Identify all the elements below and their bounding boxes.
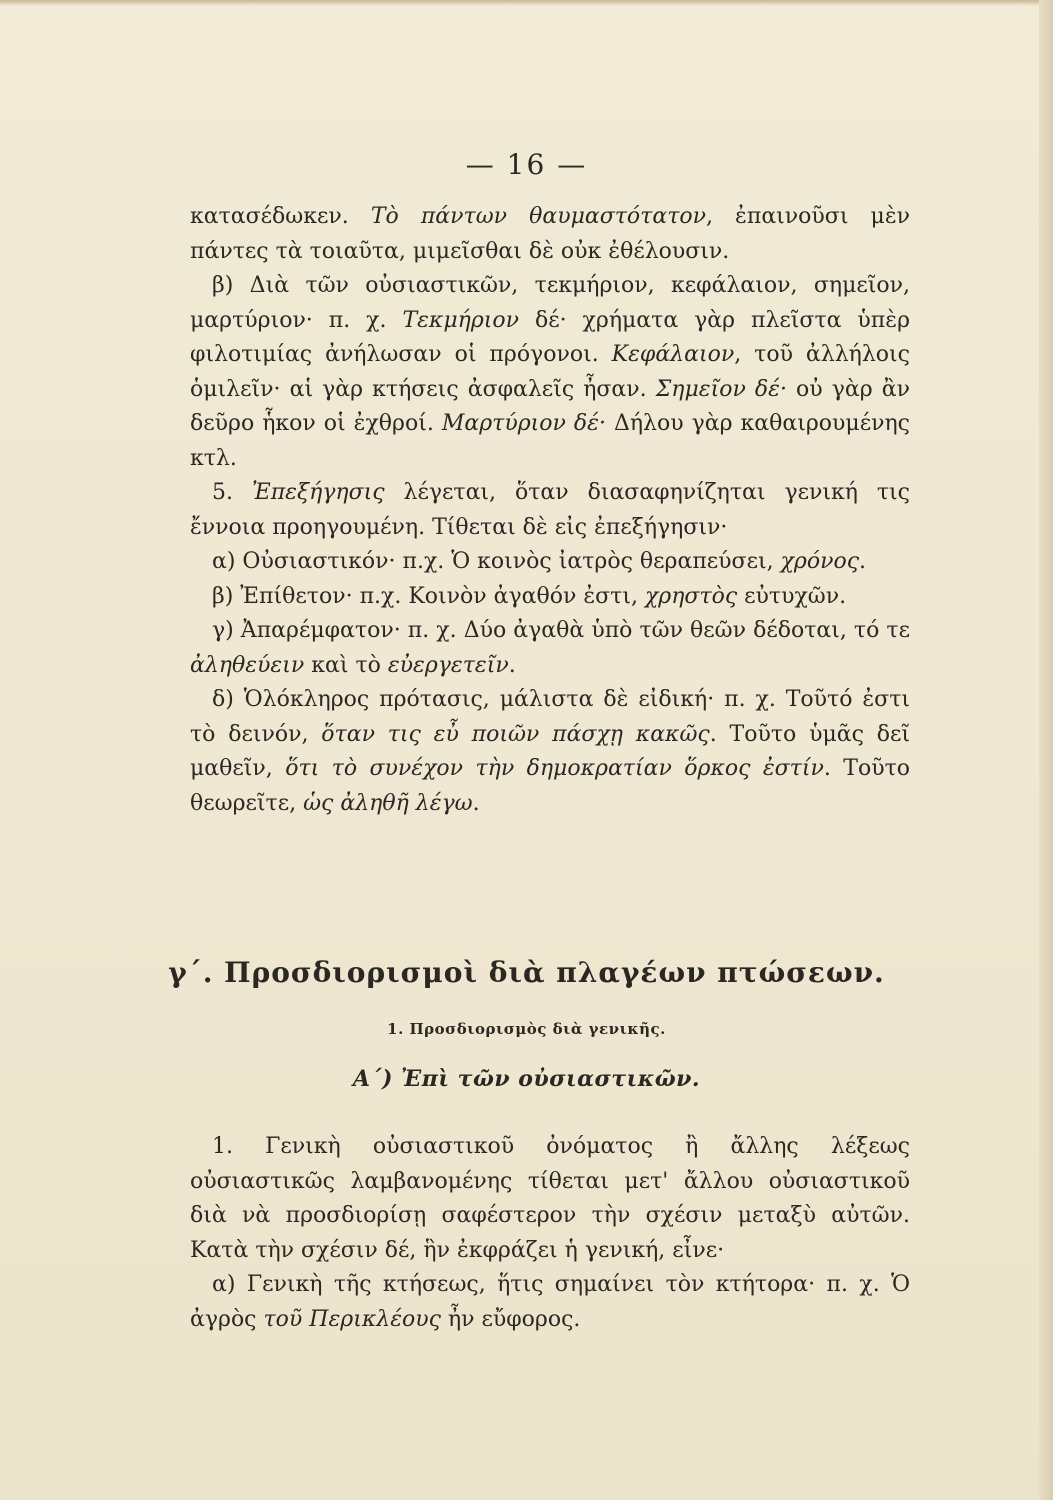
- text-run: α) Γενικὴ τῆς κτήσεως, ἥτις σημαίνει τὸν κτήτορα· π. χ. Ὁ ἀγρὸς: [190, 1272, 910, 1332]
- italic-run: Τὸ πάντων θαυμαστότατον: [370, 204, 706, 229]
- text-run: α) Οὐσιαστικόν· π.χ. Ὁ κοινὸς ἰατρὸς θεραπεύσει,: [212, 549, 781, 574]
- italic-run: Μαρτύριον δέ·: [441, 411, 606, 436]
- subsubsection-heading: Α΄) Ἐπὶ τῶν οὐσιαστικῶν.: [352, 1066, 701, 1092]
- subsection-heading: 1. Προσδιορισμὸς διὰ γενικῆς.: [387, 1020, 666, 1038]
- paragraph: [190, 545, 910, 580]
- body-text-upper: [190, 200, 910, 821]
- paragraph: [190, 1130, 910, 1268]
- italic-run: τοῦ Περικλέους: [263, 1306, 441, 1332]
- text-run: 5.: [212, 480, 252, 505]
- italic-run: Ἐπεξήγησις: [251, 480, 385, 505]
- italic-run: ἀληθεύειν: [190, 652, 305, 678]
- text-run: . Τοῦτο ὑμᾶς δεῖ μαθεῖν,: [190, 721, 910, 781]
- italic-run: χρόνος: [780, 549, 860, 574]
- text-run: Δήλου γὰρ καθαιρουμένης κτλ.: [190, 411, 910, 471]
- page-top-edge: [0, 0, 1053, 6]
- italic-run: ὡς ἀληθῆ λέγω: [303, 790, 473, 816]
- italic-run: ὅταν τις εὖ ποιῶν πάσχῃ κακῶς: [321, 721, 710, 747]
- text-run: .: [472, 790, 480, 816]
- text-run: δ) Ὁλόκληρος πρότασις, μάλιστα δὲ εἰδική· π. χ. Τοῦτό ἐστι τὸ δεινόν,: [190, 687, 910, 747]
- text-run: , ἐπαινοῦσι μὲν πάντες τὰ τοιαῦτα, μιμεῖσθαι δὲ οὐκ ἐθέλουσιν.: [190, 204, 911, 264]
- page-number: — 16 —: [465, 148, 588, 181]
- text-run: λέγεται, ὅταν διασαφηνίζηται γενική τις ἔννοια προηγουμένη. Τίθεται δὲ εἰς ἐπεξήγησιν·: [190, 480, 910, 540]
- text-run: β) Διὰ τῶν οὐσιαστικῶν, τεκμήριον, κεφάλαιον, σημεῖον, μαρτύριον· π. χ.: [190, 273, 910, 333]
- italic-run: Τεκμήριον: [402, 307, 520, 333]
- italic-run: Σημεῖον δέ·: [655, 376, 787, 402]
- text-run: , τοῦ ἀλλήλοις ὁμιλεῖν· αἱ γὰρ κτήσεις ἀσφαλεῖς ἦσαν.: [190, 342, 910, 402]
- text-run: εὐτυχῶν.: [737, 583, 847, 609]
- paragraph: [190, 269, 910, 476]
- text-run: ἦν εὔφορος.: [440, 1306, 581, 1332]
- italic-run: εὐεργετεῖν: [387, 652, 509, 678]
- paragraph: [190, 476, 910, 545]
- italic-run: χρηστὸς: [644, 583, 738, 609]
- paragraph: [190, 580, 910, 615]
- paragraph: [190, 200, 910, 269]
- paragraph: [190, 683, 910, 821]
- text-run: καὶ τὸ: [304, 652, 388, 678]
- paragraph: [190, 614, 910, 683]
- italic-run: Κεφάλαιον: [611, 342, 735, 367]
- text-run: .: [859, 549, 867, 574]
- italic-run: ὅτι τὸ συνέχον τὴν δημοκρατίαν ὅρκος ἐστίν: [285, 756, 824, 781]
- text-run: δέ· χρήματα γὰρ πλεῖστα ὑπὲρ φιλοτιμίας ἀνήλωσαν οἱ πρόγονοι.: [190, 307, 911, 367]
- text-run: κατασέδωκεν.: [190, 204, 371, 229]
- paragraph: [190, 1268, 910, 1337]
- page-right-edge: [1039, 0, 1053, 1500]
- text-run: .: [508, 652, 516, 678]
- text-run: οὐ γὰρ ἂν δεῦρο ἧκον οἱ ἐχθροί.: [190, 376, 910, 436]
- text-run: . Τοῦτο θεωρεῖτε,: [190, 756, 910, 816]
- body-text-lower: [190, 1130, 910, 1337]
- text-run: β) Ἐπίθετον· π.χ. Κοινὸν ἀγαθόν ἐστι,: [212, 583, 645, 609]
- text-run: γ) Ἀπαρέμφατον· π. χ. Δύο ἀγαθὰ ὑπὸ τῶν θεῶν δέδοται, τό τε: [212, 618, 910, 643]
- text-run: 1. Γενικὴ οὐσιαστικοῦ ὀνόματος ἢ ἄλλης λέξεως οὐσιαστικῶς λαμβανομένης τίθεται μετ' ἄλλου οὐσιαστικοῦ διὰ νὰ προσδιορίσῃ σαφέστερον τὴν σχέσιν μεταξὺ αὐτῶν. Κατὰ τὴν σχέσιν δέ, ἣν ἐκφράζει ἡ γενική, εἶνε·: [190, 1134, 910, 1263]
- section-heading: γ΄. Προσδιορισμοὶ διὰ πλαγέων πτώσεων.: [168, 956, 885, 989]
